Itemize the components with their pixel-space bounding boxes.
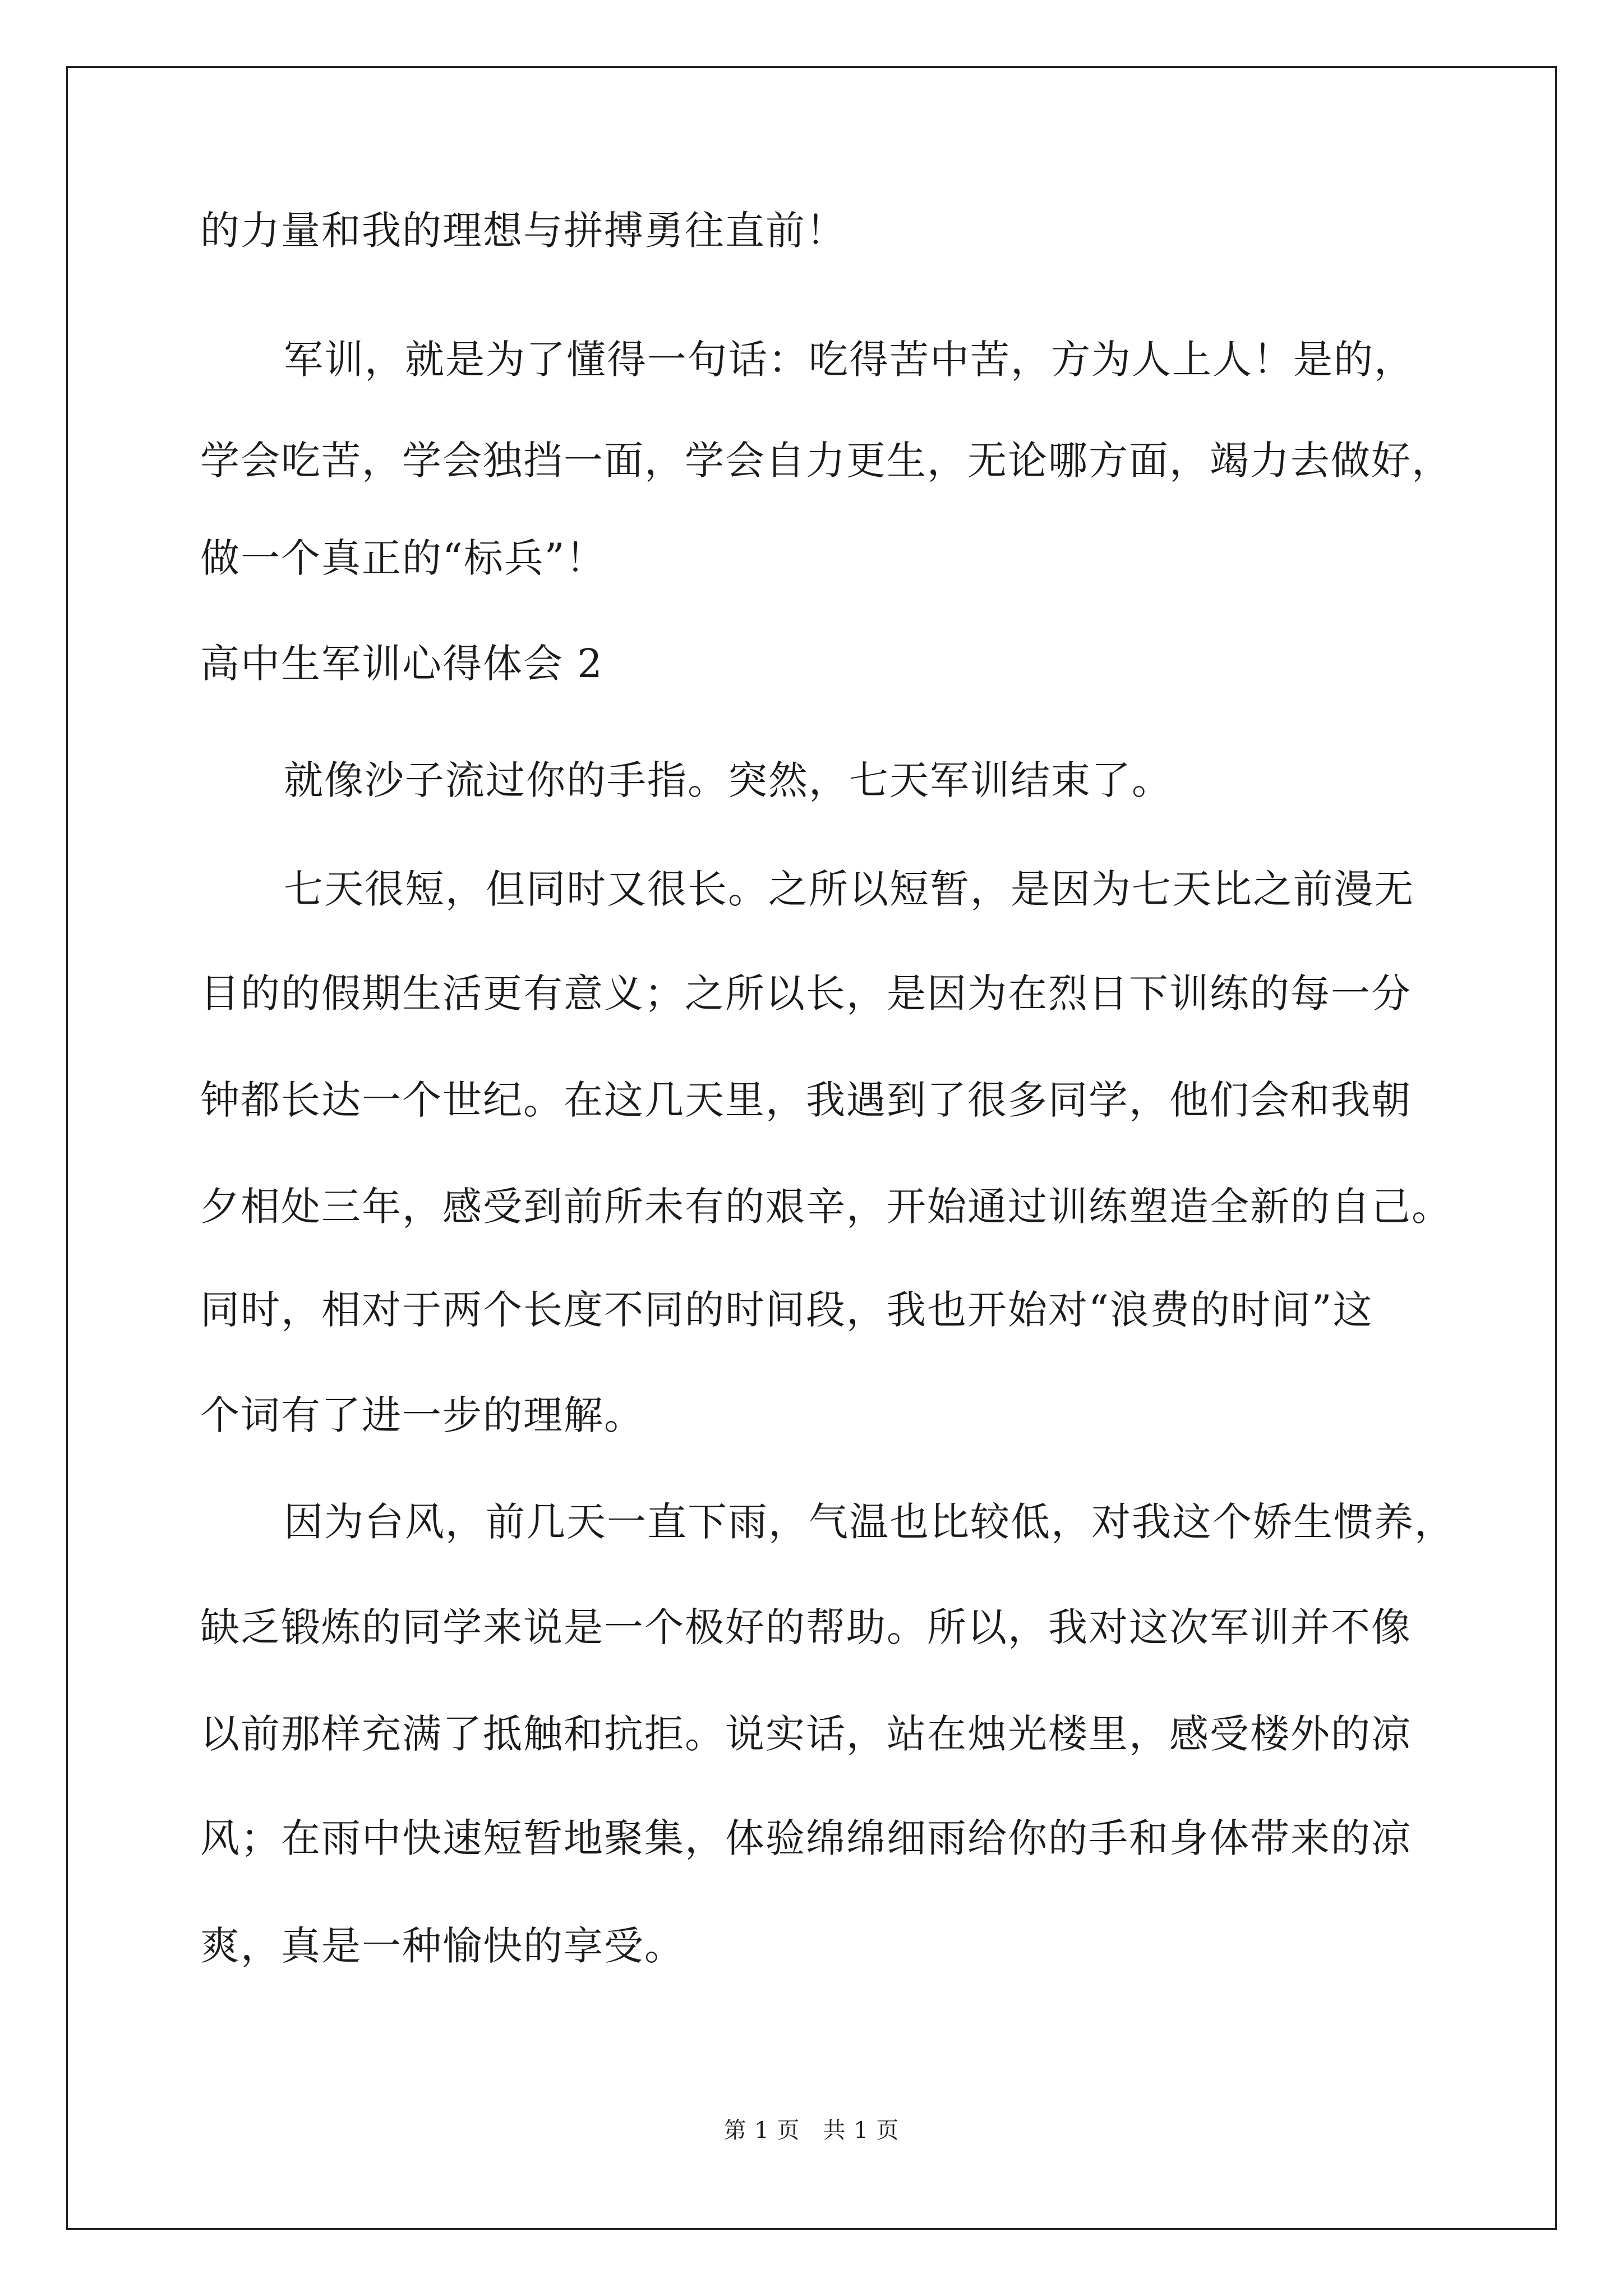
- paragraph-line: 军训，就是为了懂得一句话：吃得苦中苦，方为人上人！是的，: [284, 337, 1414, 383]
- paragraph-line: 夕相处三年，感受到前所未有的艰辛，开始通过训练塑造全新的自己。: [200, 1184, 1452, 1230]
- paragraph-line: 目的的假期生活更有意义；之所以长，是因为在烈日下训练的每一分: [200, 970, 1412, 1016]
- paragraph-line: 就像沙子流过你的手指。突然，七天军训结束了。: [284, 757, 1172, 803]
- paragraph-line: 做一个真正的“标兵”！: [200, 535, 606, 581]
- paragraph-line: 个词有了进一步的理解。: [200, 1392, 644, 1438]
- section-heading: 高中生军训心得体会 2: [200, 641, 603, 687]
- paragraph-line: 七天很短，但同时又很长。之所以短暂，是因为七天比之前漫无: [284, 866, 1414, 912]
- paragraph-line: 爽，真是一种愉快的享受。: [200, 1923, 685, 1969]
- paragraph-line: 缺乏锻炼的同学来说是一个极好的帮助。所以，我对这次军训并不像: [200, 1604, 1412, 1650]
- paragraph-line: 钟都长达一个世纪。在这几天里，我遇到了很多同学，他们会和我朝: [200, 1077, 1412, 1123]
- paragraph-line: 因为台风，前几天一直下雨，气温也比较低，对我这个娇生惯养，: [284, 1499, 1455, 1545]
- paragraph-line: 同时，相对于两个长度不同的时间段，我也开始对“浪费的时间”这: [200, 1287, 1373, 1333]
- page-border: [66, 66, 1557, 2230]
- text-line-continuation: 的力量和我的理想与拼搏勇往直前！: [200, 208, 846, 254]
- paragraph-line: 风；在雨中快速短暂地聚集，体验绵绵细雨给你的手和身体带来的凉: [200, 1815, 1412, 1861]
- paragraph-line: 学会吃苦，学会独挡一面，学会自力更生，无论哪方面，竭力去做好，: [200, 438, 1452, 484]
- page-number-footer: 第 1 页 共 1 页: [723, 2118, 900, 2143]
- paragraph-line: 以前那样充满了抵触和抗拒。说实话，站在烛光楼里，感受楼外的凉: [200, 1711, 1412, 1757]
